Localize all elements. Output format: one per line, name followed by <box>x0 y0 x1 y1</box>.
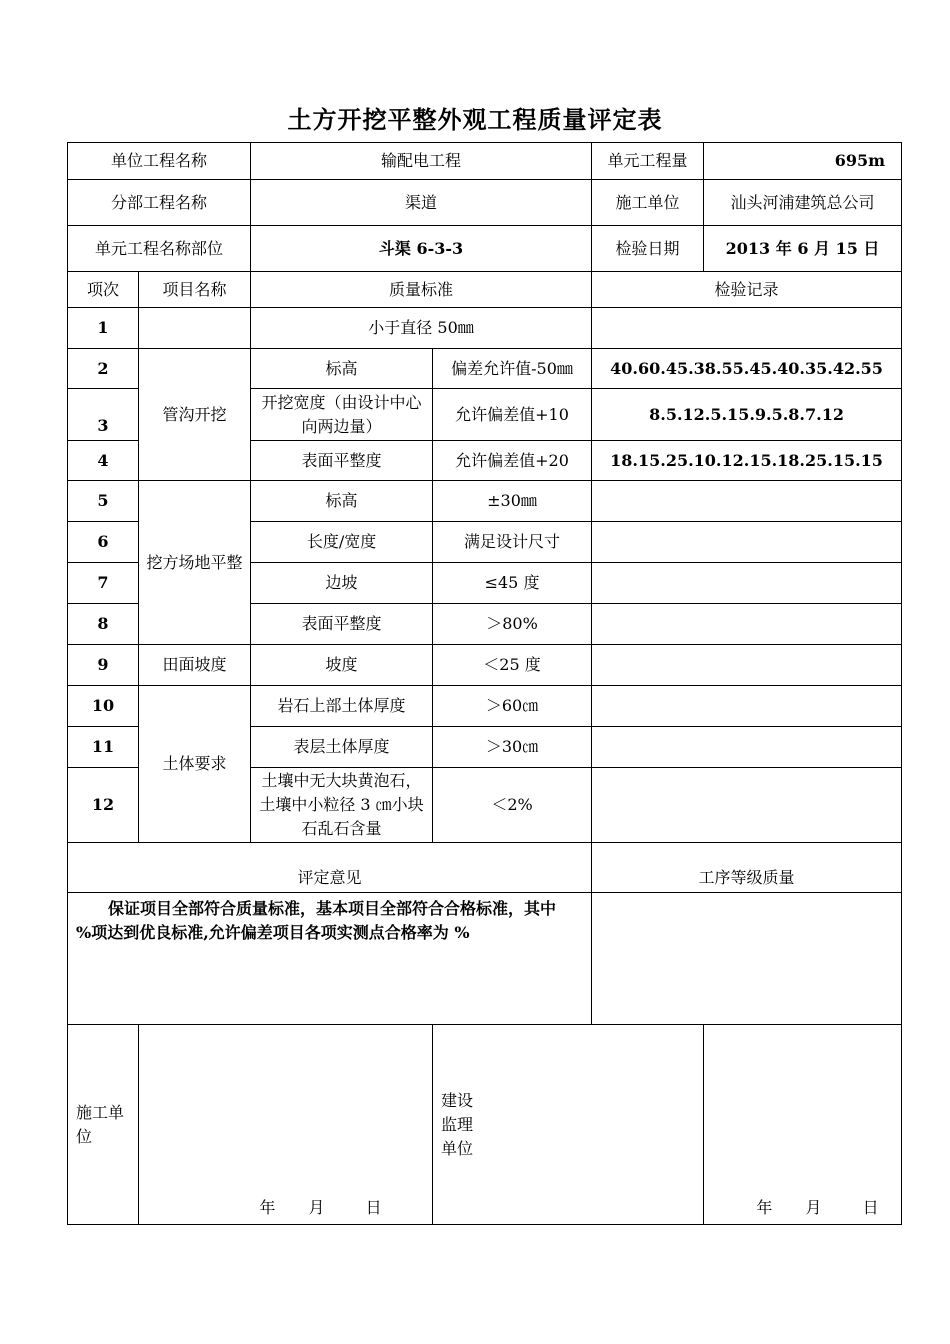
row-sub-item: 标高 <box>251 481 433 522</box>
row-group: 土体要求 <box>139 686 251 843</box>
opinion-label: 评定意见 <box>68 843 592 893</box>
unit-quantity-label: 单元工程量 <box>592 143 704 180</box>
unit-quantity-value: 695m <box>704 143 902 180</box>
row-sub-item: 长度/宽度 <box>251 522 433 563</box>
row-standard: 允许偏差值+20 <box>433 441 592 481</box>
inspection-date-value: 2013 年 6 月 15 日 <box>704 226 902 272</box>
row-sub-item: 表层土体厚度 <box>251 727 433 768</box>
row-sub-item: 边坡 <box>251 563 433 604</box>
row-no: 10 <box>68 686 139 727</box>
header-row-3 <box>68 226 902 272</box>
row-no: 7 <box>68 563 139 604</box>
row-no: 4 <box>68 441 139 481</box>
sign-supervisor-line-2: 监理 <box>441 1114 474 1134</box>
column-header-standard: 质量标准 <box>251 272 592 308</box>
contractor-label: 施工单位 <box>592 180 704 226</box>
evaluation-body-row <box>68 893 902 1025</box>
row-no: 11 <box>68 727 139 768</box>
row-standard: 偏差允许值-50㎜ <box>433 349 592 389</box>
row-no: 1 <box>68 308 139 349</box>
column-header-item: 项目名称 <box>139 272 251 308</box>
row-no: 9 <box>68 645 139 686</box>
signature-row <box>68 1025 902 1225</box>
table-row <box>68 645 902 686</box>
date-month: 月 <box>805 1198 822 1217</box>
row-standard: ＞60㎝ <box>433 686 592 727</box>
row-standard: ≤45 度 <box>433 563 592 604</box>
contractor-value: 汕头河浦建筑总公司 <box>704 180 902 226</box>
row-standard: 允许偏差值+10 <box>433 389 592 441</box>
header-row-1 <box>68 143 902 180</box>
row-sub-item: 表面平整度 <box>251 604 433 645</box>
row-record <box>592 727 902 768</box>
row-sub-item: 标高 <box>251 349 433 389</box>
table-row <box>68 686 902 727</box>
row-sub-item: 土壤中无大块黄泡石，土壤中小粒径 3 ㎝小块石乱石含量 <box>251 768 433 843</box>
inspection-date-label: 检验日期 <box>592 226 704 272</box>
unit-name-part-label: 单元工程名称部位 <box>68 226 251 272</box>
row-sub-item: 表面平整度 <box>251 441 433 481</box>
column-header-row <box>68 272 902 308</box>
grade-value <box>592 893 902 1025</box>
sub-project-name-label: 分部工程名称 <box>68 180 251 226</box>
unit-project-name-label: 单位工程名称 <box>68 143 251 180</box>
evaluation-header-row <box>68 843 902 893</box>
row-standard: 满足设计尺寸 <box>433 522 592 563</box>
row-standard: ＜25 度 <box>433 645 592 686</box>
row-standard: 小于直径 50㎜ <box>251 308 592 349</box>
row-record: 18.15.25.10.12.15.18.25.15.15 <box>592 441 902 481</box>
grade-label: 工序等级质量 <box>592 843 902 893</box>
row-record <box>592 308 902 349</box>
sub-project-name-value: 渠道 <box>251 180 592 226</box>
table-row <box>68 349 902 389</box>
sign-supervisor-line-1: 建设 <box>441 1090 474 1110</box>
row-no: 2 <box>68 349 139 389</box>
row-item <box>139 308 251 349</box>
unit-name-part-value: 斗渠 6-3-3 <box>251 226 592 272</box>
sign-supervisor-label <box>433 1025 704 1225</box>
column-header-no: 项次 <box>68 272 139 308</box>
row-record: 40.60.45.38.55.45.40.35.42.55 <box>592 349 902 389</box>
row-record <box>592 522 902 563</box>
table-row <box>68 481 902 522</box>
date-year: 年 <box>756 1198 773 1217</box>
row-no: 3 <box>68 389 139 441</box>
row-record <box>592 686 902 727</box>
row-group: 田面坡度 <box>139 645 251 686</box>
column-header-record: 检验记录 <box>592 272 902 308</box>
row-record: 8.5.12.5.15.9.5.8.7.12 <box>592 389 902 441</box>
row-standard: ±30㎜ <box>433 481 592 522</box>
row-sub-item: 开挖宽度（由设计中心向两边量） <box>251 389 433 441</box>
row-no: 12 <box>68 768 139 843</box>
row-no: 6 <box>68 522 139 563</box>
header-row-2 <box>68 180 902 226</box>
date-day: 日 <box>365 1198 382 1217</box>
row-no: 5 <box>68 481 139 522</box>
sign-supervisor-date <box>704 1025 902 1225</box>
row-group: 挖方场地平整 <box>139 481 251 645</box>
row-record <box>592 481 902 522</box>
date-year: 年 <box>259 1198 276 1217</box>
row-record <box>592 604 902 645</box>
date-month: 月 <box>308 1198 325 1217</box>
quality-evaluation-table <box>67 142 902 1225</box>
sign-contractor-label <box>68 1025 139 1225</box>
page-title: 土方开挖平整外观工程质量评定表 <box>287 105 663 134</box>
row-no: 8 <box>68 604 139 645</box>
sign-contractor-date <box>139 1025 433 1225</box>
row-record <box>592 645 902 686</box>
opinion-text: 保证项目全部符合质量标准，基本项目全部符合合格标准，其中 %项达到优良标准,允许偏差项目各项实测点合格率为 % <box>68 893 592 1025</box>
row-group: 管沟开挖 <box>139 349 251 481</box>
row-standard: ＞80% <box>433 604 592 645</box>
row-sub-item: 岩石上部土体厚度 <box>251 686 433 727</box>
unit-project-name-value: 输配电工程 <box>251 143 592 180</box>
row-standard: ＜2% <box>433 768 592 843</box>
table-row <box>68 308 902 349</box>
row-standard: ＞30㎝ <box>433 727 592 768</box>
row-sub-item: 坡度 <box>251 645 433 686</box>
row-record <box>592 563 902 604</box>
date-day: 日 <box>862 1198 879 1217</box>
sign-contractor-text: 施工单位 <box>76 1102 125 1146</box>
sign-supervisor-line-3: 单位 <box>441 1138 474 1158</box>
row-record <box>592 768 902 843</box>
